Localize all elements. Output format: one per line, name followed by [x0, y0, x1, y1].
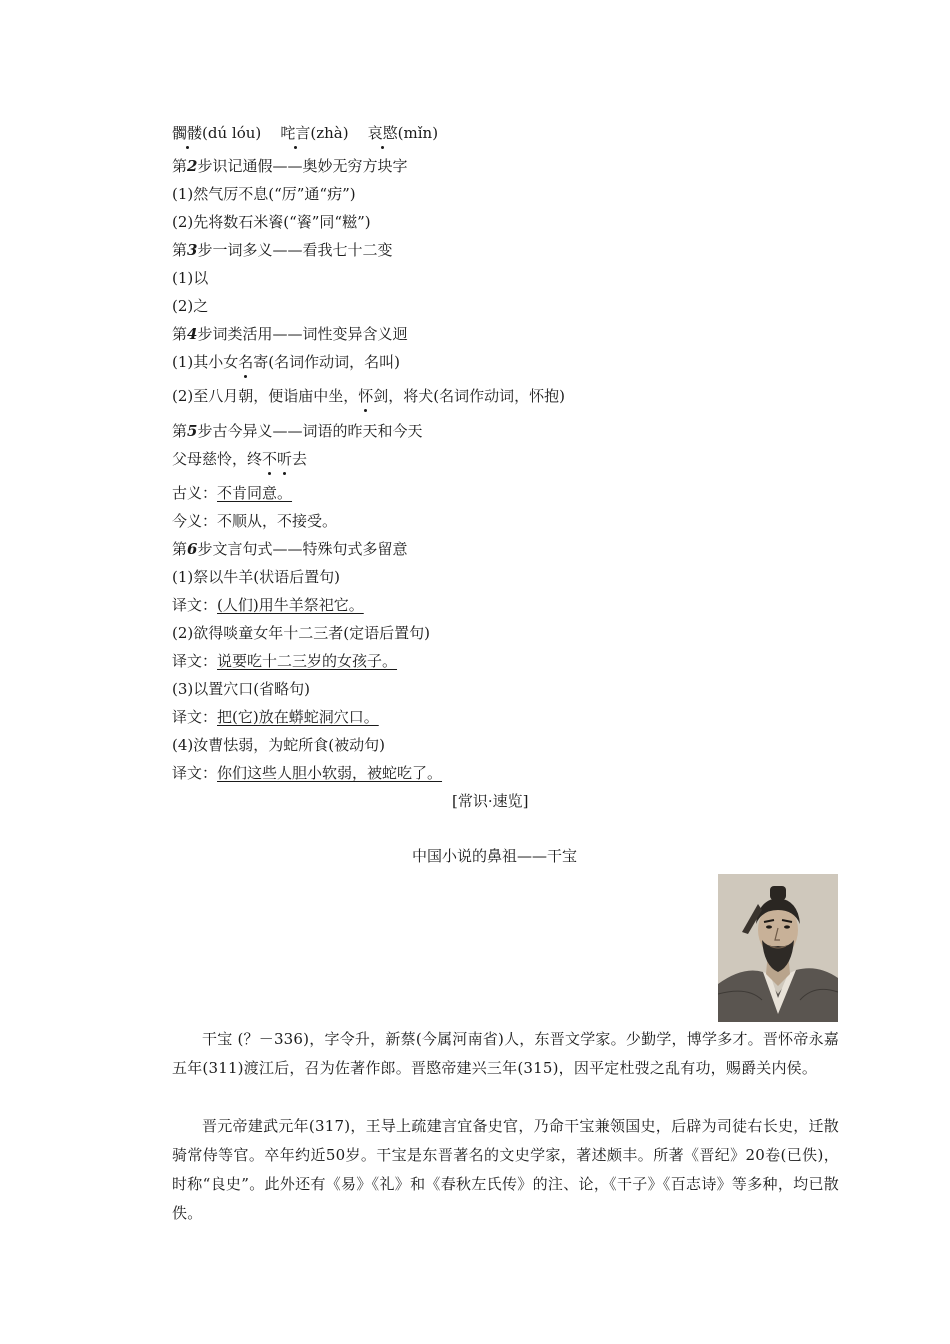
step-4-item-1: (1)其小女名寄(名词作动词，名叫) [172, 353, 400, 371]
article-title: 中国小说的鼻祖——干宝 [412, 847, 578, 865]
step-3-heading: 第3步一词多义——看我七十二变 [172, 241, 393, 259]
dotted-char: 听 [277, 450, 293, 468]
translation-answer: 把(它)放在蟒蛇洞穴口。 [217, 708, 379, 726]
step-6-translation-2: 译文：说要吃十二三岁的女孩子。 [172, 652, 398, 670]
pinyin: (mǐn) [397, 124, 439, 142]
step-6-sentence-2: (2)欲得啖童女年十二三者(定语后置句) [172, 624, 430, 642]
section-header: [常识·速览] [452, 792, 529, 810]
step-2-heading: 第2步识记通假——奥妙无穷方块字 [172, 157, 408, 175]
ancient-meaning-line: 古义：不肯同意。 [172, 484, 293, 502]
step-4-heading: 第4步词类活用——词性变异含义迥 [172, 325, 408, 343]
step-6-translation-3: 译文：把(它)放在蟒蛇洞穴口。 [172, 708, 379, 726]
ancient-meaning-answer: 不肯同意。 [217, 484, 293, 502]
step-6-translation-1: 译文：(人们)用牛羊祭祀它。 [172, 596, 364, 614]
step-6-sentence-3: (3)以置穴口(省略句) [172, 680, 310, 698]
step-6-translation-4: 译文：你们这些人胆小软弱，被蛇吃了。 [172, 764, 443, 782]
step-3-item-2: (2)之 [172, 297, 209, 315]
step-6-sentence-1: (1)祭以牛羊(状语后置句) [172, 568, 340, 586]
dotted-char: 怀 [358, 387, 374, 405]
portrait-drawing [718, 874, 838, 1022]
dotted-char: 哀愍 [367, 124, 398, 142]
step-6-sentence-4: (4)汝曹怯弱，为蛇所食(被动句) [172, 736, 385, 754]
dotted-char: 名 [238, 353, 254, 371]
dotted-char: 不 [262, 450, 278, 468]
translation-answer: 你们这些人胆小软弱，被蛇吃了。 [217, 764, 443, 782]
step-5-heading: 第5步古今异义——词语的昨天和今天 [172, 422, 423, 440]
pronunciation-line [172, 122, 438, 144]
paragraph-1: 干宝 (？－336)，字令升，新蔡(今属河南省)人，东晋文学家。少勤学，博学多才。晋怀帝永嘉五年(311)渡江后，召为佐著作郎。晋愍帝建兴三年(315)，因平定杜弢之乱有功，赐爵关内侯。 [172, 1030, 839, 1077]
dotted-char: 髑髅 [172, 124, 203, 142]
pinyin: (zhà) [310, 124, 349, 142]
pron-3 [368, 124, 438, 142]
translation-answer: (人们)用牛羊祭祀它。 [217, 596, 364, 614]
pinyin: (dú lóu) [202, 124, 262, 142]
step-5-sentence: 父母慈怜，终不听去 [172, 450, 308, 468]
step-3-item-1: (1)以 [172, 269, 209, 287]
translation-answer: 说要吃十二三岁的女孩子。 [217, 652, 398, 670]
gan-bao-portrait [718, 874, 838, 1022]
modern-meaning-line: 今义：不顺从，不接受。 [172, 512, 338, 530]
paragraph-2: 晋元帝建武元年(317)，王导上疏建言宜备史官，乃命干宝兼领国史，后辟为司徒右长史，迁散骑常侍等官。卒年约近50岁。干宝是东晋著名的文史学家，著述颇丰。所著《晋纪》20卷(已佚)，时称“良史”。此外还有《易》《礼》和《春秋左氏传》的注、论，《干子》《百志诗》等多种，均已散佚。 [172, 1117, 839, 1222]
dotted-char: 咤言 [280, 124, 311, 142]
step-6-heading: 第6步文言句式——特殊句式多留意 [172, 540, 408, 558]
pron-2 [280, 124, 348, 142]
step-2-item-2: (2)先将数石米餈(“餈”同“糍”) [172, 213, 371, 231]
step-2-item-1: (1)然气厉不息(“厉”通“疠”) [172, 185, 356, 203]
pron-1 [172, 124, 261, 142]
step-4-item-2: (2)至八月朝，便诣庙中坐，怀剑，将犬(名词作动词，怀抱) [172, 387, 565, 405]
